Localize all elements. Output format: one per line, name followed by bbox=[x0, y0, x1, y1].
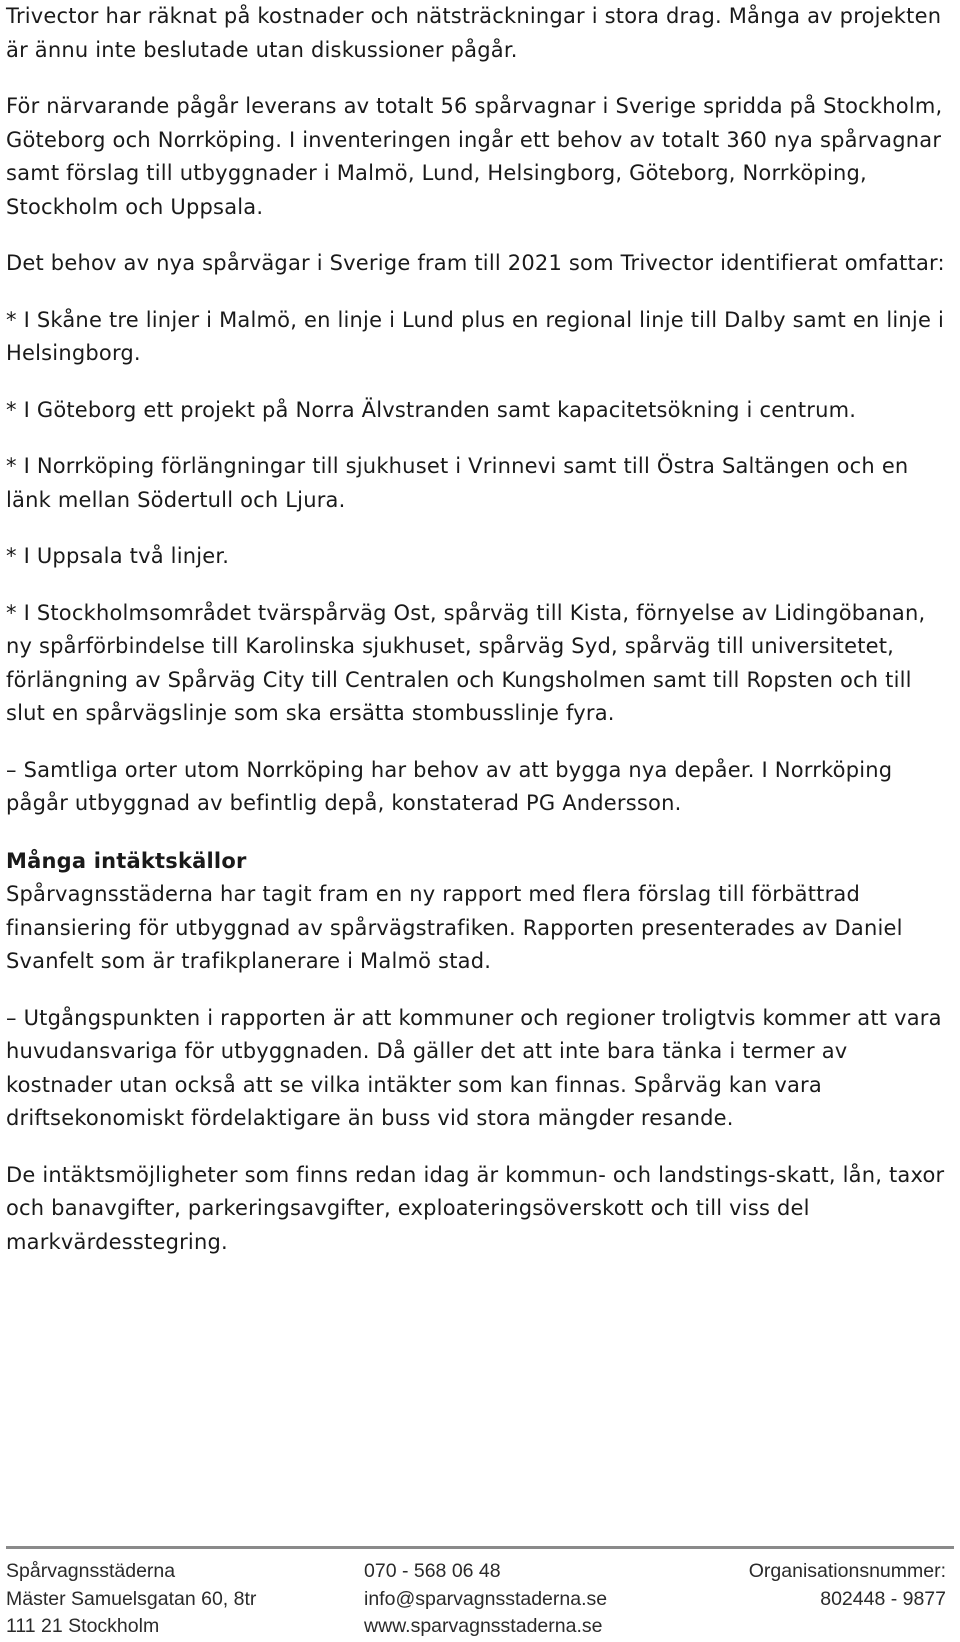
phone-number: 070 - 568 06 48 bbox=[364, 1560, 501, 1582]
list-item: * I Skåne tre linjer i Malmö, en linje i Lund plus en regional linje till Dalby samt en linje i Helsingborg. bbox=[6, 307, 944, 365]
paragraph: De intäktsmöjligheter som finns redan idag är kommun- och landstings-skatt, lån, taxor och banavgifter, parkeringsavgifter, exploateringsöverskott och till viss del markvärdesstegring. bbox=[6, 1162, 945, 1254]
org-number-value: 802448 - 9877 bbox=[820, 1587, 946, 1610]
list-item: * I Uppsala två linjer. bbox=[6, 544, 230, 568]
list-item: * I Norrköping förlängningar till sjukhuset i Vrinnevi samt till Östra Saltängen och en länk mellan Södertull och Ljura. bbox=[6, 454, 909, 512]
paragraph: Spårvagnsstäderna har tagit fram en ny rapport med flera förslag till förbättrad finansiering för utbyggnad av spårvägstrafiken. Rapporten presenterades av Daniel Svanfelt som är trafikplanerare i Malmö stad. bbox=[6, 882, 903, 973]
footer-address bbox=[6, 1558, 256, 1641]
street-address: Mäster Samuelsgatan 60, 8tr bbox=[6, 1587, 257, 1610]
footer-org-number bbox=[749, 1558, 946, 1613]
page-footer bbox=[6, 1558, 954, 1642]
section-heading: Många intäktskällor bbox=[6, 848, 247, 873]
org-number-label: Organisationsnummer: bbox=[748, 1560, 946, 1582]
postal-address: 111 21 Stockholm bbox=[6, 1615, 160, 1637]
footer-contact bbox=[364, 1558, 607, 1641]
paragraph: För närvarande pågår leverans av totalt 56 spårvagnar i Sverige spridda på Stockholm, Göteborg och Norrköping. I inventeringen ingår ett behov av totalt 360 nya spårvagnar samt förslag till utbyggnader i Malmö, Lund, Helsingborg, Göteborg, Norrköping, Stockholm och Uppsala. bbox=[6, 94, 943, 219]
list-item: * I Göteborg ett projekt på Norra Älvstranden samt kapacitetsökning i centrum. bbox=[6, 397, 857, 422]
paragraph: Trivector har räknat på kostnader och nätsträckningar i stora drag. Många av projekten är ännu inte beslutade utan diskussioner pågår. bbox=[6, 4, 942, 62]
article-body bbox=[6, 0, 956, 1259]
footer-divider bbox=[6, 1546, 954, 1549]
organization-name: Spårvagnsstäderna bbox=[6, 1560, 176, 1582]
website: www.sparvagnsstaderna.se bbox=[364, 1615, 603, 1637]
paragraph: Det behov av nya spårvägar i Sverige fram till 2021 som Trivector identifierat omfattar: bbox=[6, 251, 945, 275]
quote-paragraph: – Samtliga orter utom Norrköping har behov av att bygga nya depåer. I Norrköping pågår utbyggnad av befintlig depå, konstaterad PG Andersson. bbox=[6, 757, 893, 815]
quote-paragraph: – Utgångspunkten i rapporten är att kommuner och regioner troligtvis kommer att vara huvudansvariga för utbyggnaden. Då gäller det att inte bara tänka i termer av kostnader utan också att se vilka intäkter som kan finnas. Spårväg kan vara driftsekonomiskt fördelaktigare än buss vid stora mängder resande. bbox=[6, 1005, 942, 1130]
list-item: * I Stockholmsområdet tvärspårväg Ost, spårväg till Kista, förnyelse av Lidingöbanan, ny spårförbindelse till Karolinska sjukhuset, spårväg Syd, spårväg till universitetet, förlängning av Spårväg City till Centralen och Kungsholmen samt till Ropsten och till slut en spårvägslinje som ska ersätta stombusslinje fyra. bbox=[6, 600, 926, 725]
email-address: info@sparvagnsstaderna.se bbox=[364, 1587, 608, 1610]
